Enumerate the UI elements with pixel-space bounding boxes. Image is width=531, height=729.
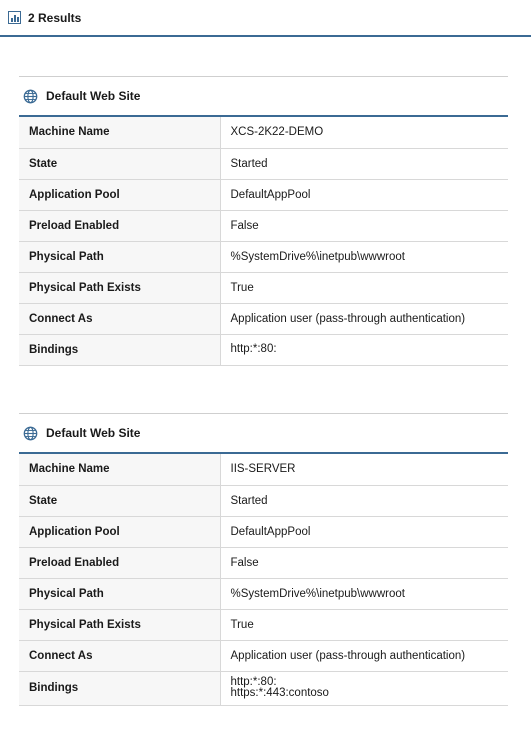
property-row <box>19 210 508 241</box>
binding-entry: https:*:443:contoso <box>230 687 329 699</box>
binding-entry: http:*:80: <box>230 676 277 688</box>
property-value <box>220 334 508 365</box>
property-row <box>19 117 508 148</box>
site-card <box>19 413 508 706</box>
property-label: State <box>19 148 220 179</box>
properties-table <box>19 117 508 366</box>
property-value: %SystemDrive%\inetpub\wwwroot <box>220 241 508 272</box>
property-label: Machine Name <box>19 117 220 148</box>
property-label: Preload Enabled <box>19 210 220 241</box>
property-row <box>19 272 508 303</box>
property-label: Bindings <box>19 334 220 365</box>
property-row <box>19 547 508 578</box>
property-value: True <box>220 272 508 303</box>
property-label: Application Pool <box>19 179 220 210</box>
property-value: XCS-2K22-DEMO <box>220 117 508 148</box>
property-row <box>19 303 508 334</box>
bar-chart-report-icon <box>8 11 21 24</box>
property-label: Application Pool <box>19 516 220 547</box>
property-row <box>19 148 508 179</box>
property-row <box>19 578 508 609</box>
property-label: Preload Enabled <box>19 547 220 578</box>
property-value: Started <box>220 485 508 516</box>
site-card <box>19 76 508 366</box>
property-row <box>19 485 508 516</box>
property-value <box>220 671 508 705</box>
results-header <box>0 0 531 37</box>
property-label: Bindings <box>19 671 220 705</box>
property-label: Connect As <box>19 303 220 334</box>
property-label: Physical Path <box>19 578 220 609</box>
results-count: 2 Results <box>28 10 82 25</box>
property-value: DefaultAppPool <box>220 516 508 547</box>
property-label: Physical Path <box>19 241 220 272</box>
site-title: Default Web Site <box>46 89 141 103</box>
property-value: Application user (pass-through authentication) <box>220 303 508 334</box>
property-row <box>19 671 508 705</box>
property-label: Connect As <box>19 640 220 671</box>
property-value: DefaultAppPool <box>220 179 508 210</box>
site-title: Default Web Site <box>46 426 141 440</box>
property-value: True <box>220 609 508 640</box>
property-row <box>19 640 508 671</box>
property-value: %SystemDrive%\inetpub\wwwroot <box>220 578 508 609</box>
property-value: IIS-SERVER <box>220 454 508 485</box>
property-row <box>19 454 508 485</box>
property-value: False <box>220 210 508 241</box>
property-row <box>19 516 508 547</box>
property-row <box>19 609 508 640</box>
property-value: Started <box>220 148 508 179</box>
property-label: Machine Name <box>19 454 220 485</box>
site-card-header <box>19 414 508 454</box>
property-row <box>19 241 508 272</box>
property-label: State <box>19 485 220 516</box>
property-label: Physical Path Exists <box>19 609 220 640</box>
property-row <box>19 334 508 365</box>
binding-entry: http:*:80: <box>230 343 277 355</box>
globe-icon <box>23 426 38 441</box>
property-label: Physical Path Exists <box>19 272 220 303</box>
globe-icon <box>23 89 38 104</box>
property-value: False <box>220 547 508 578</box>
properties-table <box>19 454 508 706</box>
property-row <box>19 179 508 210</box>
property-value: Application user (pass-through authentication) <box>220 640 508 671</box>
site-card-header <box>19 77 508 117</box>
